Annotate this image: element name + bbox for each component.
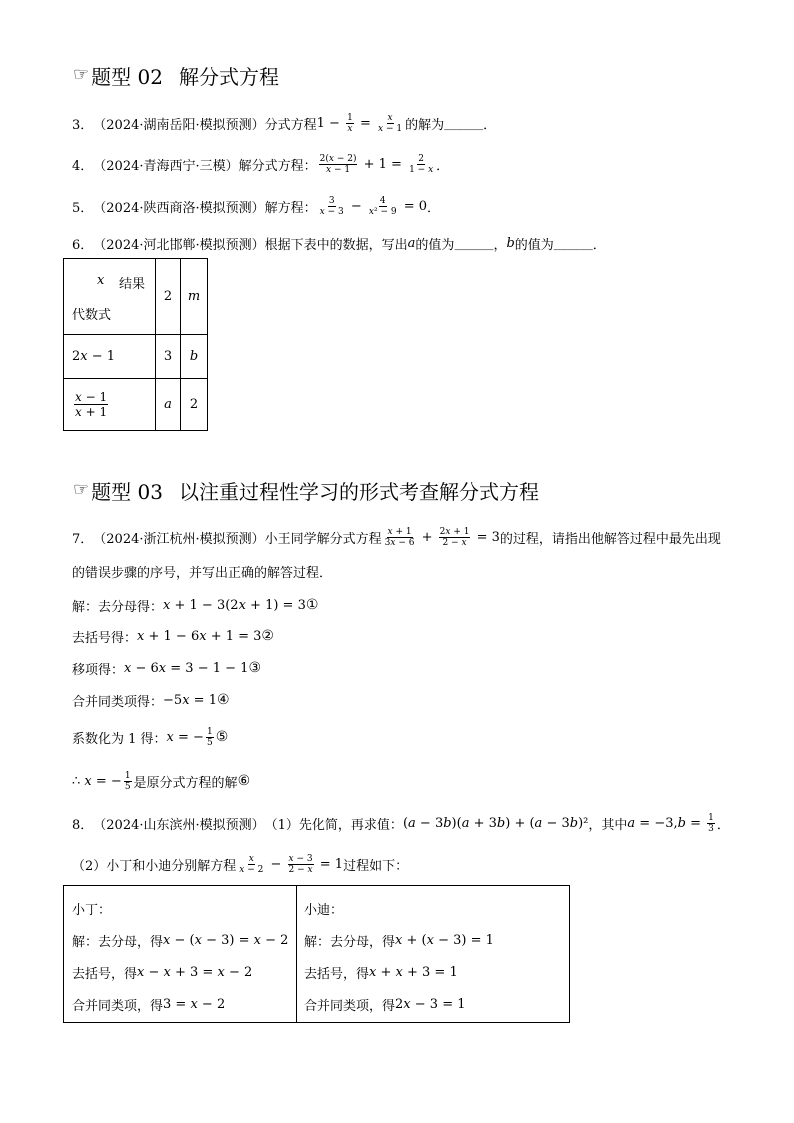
- fraction-numerator: 2x + 1: [439, 526, 470, 537]
- table-row: [64, 379, 208, 431]
- separator: ，: [493, 237, 507, 253]
- fraction: [319, 196, 345, 217]
- step-marker: ⑥: [237, 773, 251, 789]
- fraction-denominator: 5: [124, 781, 131, 792]
- equation-term: = 3: [472, 529, 500, 545]
- student-name: 小丁：: [72, 902, 112, 918]
- question-number: 5．: [72, 200, 94, 216]
- pointing-hand-icon: [73, 66, 89, 84]
- question-text: 的错误步骤的序号，并写出正确的解答过程．: [72, 565, 333, 581]
- table-expression-cell: 2x − 1: [64, 335, 156, 379]
- question-prompt: 解分式方程：: [238, 158, 317, 174]
- part-label: （2）: [72, 858, 107, 874]
- step-label: 合并同类项，得: [304, 998, 396, 1014]
- fraction: [206, 727, 214, 748]
- section-label: 题型 02: [91, 64, 163, 89]
- question-source: （2024·山东滨州·模拟预测）: [93, 817, 265, 833]
- question-prompt: 先化简，再求值：: [298, 817, 403, 833]
- question-prompt: 解方程：: [264, 200, 317, 216]
- step-label: 移项得：: [72, 662, 125, 678]
- student-name: 小迪：: [304, 902, 344, 918]
- step-equation: 3 = x − 2: [163, 996, 226, 1012]
- fraction-numerator: 1: [708, 812, 714, 823]
- fraction-numerator: 4: [379, 195, 386, 206]
- step-label: 去括号，得: [304, 966, 370, 982]
- question-source: （2024·青海西宁·三模）: [93, 158, 239, 174]
- question-number: 8．: [72, 817, 94, 833]
- table-header-cell: m: [181, 259, 208, 335]
- header-result-label: 结果: [119, 277, 146, 292]
- question-prompt: 小王同学解分式方程: [264, 531, 382, 547]
- fraction-denominator: 3: [708, 823, 714, 834]
- given-values: a = −3,b =: [627, 815, 706, 831]
- step-label: 合并同类项得：: [72, 694, 164, 710]
- fraction-numerator: 2(x − 2): [319, 153, 357, 164]
- question-prompt-continued: 的过程，请指出他解答过程中最先出现: [499, 531, 721, 547]
- question-end: ．: [483, 117, 497, 133]
- fraction: [319, 154, 358, 175]
- step-marker: ⑤: [215, 729, 229, 745]
- solution-step: [72, 768, 250, 794]
- question-text: ，其中: [588, 817, 628, 833]
- question-7-line-2: [72, 558, 332, 584]
- question-text: 过程如下：: [343, 858, 409, 874]
- table-header-cell: 2: [156, 259, 181, 335]
- therefore-symbol: ∴: [72, 773, 85, 789]
- answer-blank: ______: [454, 235, 494, 251]
- fraction-numerator: x − 3: [288, 853, 313, 864]
- question-8: [72, 810, 730, 836]
- table-cell: 2: [181, 379, 208, 431]
- variable-a: a: [407, 235, 416, 251]
- equation-term: = 0: [399, 198, 428, 214]
- question-prompt: 分式方程: [264, 117, 317, 133]
- solution-line: [72, 988, 296, 1020]
- fraction-numerator: 1: [206, 726, 213, 737]
- table-row: [64, 335, 208, 379]
- step-label: 合并同类项，得: [72, 998, 164, 1014]
- step-equation: x − (x − 3) = x − 2: [163, 932, 289, 948]
- question-end: ．: [592, 237, 606, 253]
- question-end: ．: [716, 817, 730, 833]
- fraction-denominator: 2 − x: [288, 864, 313, 875]
- step-equation: x − x + 3 = x − 2: [137, 964, 253, 980]
- solution-line: [304, 988, 569, 1020]
- section-label: 题型 03: [91, 479, 163, 504]
- equation-term: +: [417, 529, 437, 545]
- fraction-denominator: x − 1: [378, 123, 403, 134]
- table-cell: b: [181, 335, 208, 379]
- step-label: 去括号，得: [72, 966, 138, 982]
- equation-term: −: [266, 856, 286, 872]
- question-text: 的值为: [415, 237, 455, 253]
- question-4: [72, 151, 449, 177]
- step-equation: x − 6x = 3 − 1 − 1: [124, 660, 249, 676]
- question-number: 3．: [72, 117, 94, 133]
- question-source: （2024·河北邯郸·模拟预测）: [93, 237, 265, 253]
- fraction-numerator: x − 1: [75, 390, 108, 404]
- fraction: [707, 813, 715, 834]
- solution-step: [72, 623, 274, 649]
- solution-column-xiaodi: [297, 886, 569, 1022]
- fraction-numerator: x: [248, 853, 254, 864]
- expression: (a − 3b)(a + 3b) + (a − 3b)²: [402, 815, 589, 831]
- question-suffix: 的解为: [405, 117, 445, 133]
- solution-line: [304, 956, 569, 988]
- column-title-row: [72, 892, 296, 924]
- step-equation: x + 1 − 3(2x + 1) = 3: [163, 597, 306, 613]
- step-equation: x = −: [166, 729, 204, 745]
- question-source: （2024·陕西商洛·模拟预测）: [93, 200, 265, 216]
- step-marker: ③: [248, 660, 261, 676]
- fraction-numerator: x + 1: [387, 526, 412, 537]
- question-end: ．: [436, 158, 450, 174]
- question-prompt: 小丁和小迪分别解方程: [106, 858, 237, 874]
- part-label: （1）: [264, 817, 299, 833]
- table-expression-cell: [64, 379, 156, 431]
- variable-b: b: [506, 235, 515, 251]
- step-equation: x = −: [84, 773, 122, 789]
- question-6: [72, 230, 606, 256]
- column-title-row: [304, 892, 569, 924]
- question-3: [72, 110, 496, 136]
- section-title: 解分式方程: [178, 64, 279, 89]
- question-8-part-2: [72, 851, 408, 877]
- question-number: 4．: [72, 158, 94, 174]
- solution-line: [72, 924, 296, 956]
- solution-step: [72, 687, 230, 713]
- question-7: [72, 524, 721, 550]
- comparison-table: [63, 885, 570, 1023]
- step-label: 解：去分母得：: [72, 599, 164, 615]
- header-variable-label: x: [97, 273, 105, 288]
- solution-step: [72, 655, 261, 681]
- solution-column-xiaoding: [64, 886, 297, 1022]
- solution-line: [72, 956, 296, 988]
- solution-step: [72, 592, 318, 618]
- fraction-denominator: 2 − x: [442, 537, 467, 548]
- fraction: [368, 196, 398, 217]
- fraction: [238, 854, 264, 875]
- fraction-denominator: 1 − x: [409, 164, 434, 175]
- answer-blank: ______: [553, 235, 593, 251]
- fraction-numerator: 1: [124, 770, 131, 781]
- value-table: [63, 258, 208, 431]
- equation-term: 1 −: [316, 115, 345, 131]
- fraction-denominator: x − 3: [319, 206, 344, 217]
- step-marker: ②: [261, 628, 274, 644]
- question-number: 7．: [72, 531, 94, 547]
- fraction: [377, 113, 403, 134]
- step-label: 解：去分母，得: [72, 934, 164, 950]
- table-header-row: [64, 259, 208, 335]
- fraction: [74, 390, 108, 419]
- step-marker: ④: [216, 692, 230, 708]
- solution-step: [72, 724, 228, 750]
- fraction-numerator: 2: [418, 153, 424, 164]
- pointing-hand-icon: [73, 481, 89, 499]
- fraction: [408, 154, 434, 175]
- section-heading: [73, 61, 279, 89]
- step-equation: x + 1 − 6x + 1 = 3: [137, 628, 262, 644]
- fraction-denominator: x − 2: [239, 864, 264, 875]
- solution-line: [304, 924, 569, 956]
- fraction-denominator: x − 1: [326, 164, 351, 175]
- fraction-denominator: 3x − 6: [384, 537, 415, 548]
- fraction-denominator: x: [347, 123, 353, 134]
- equation-term: = 1: [315, 856, 344, 872]
- question-prompt: 根据下表中的数据，写出: [264, 237, 408, 253]
- fraction-denominator: x² − 9: [368, 206, 397, 217]
- step-equation: x + (x − 3) = 1: [395, 932, 494, 948]
- step-suffix: 是原分式方程的解: [133, 775, 238, 791]
- fraction-numerator: x: [387, 112, 393, 123]
- step-equation: −5x = 1: [163, 692, 217, 708]
- fraction-numerator: 1: [347, 112, 353, 123]
- answer-blank: ______: [444, 115, 484, 131]
- step-marker: ①: [305, 597, 319, 613]
- step-label: 去括号得：: [72, 630, 138, 646]
- fraction: [124, 771, 132, 792]
- question-5: [72, 193, 440, 219]
- fraction: [288, 854, 314, 875]
- table-header-corner: [64, 259, 156, 335]
- question-source: （2024·湖南岳阳·模拟预测）: [93, 117, 265, 133]
- section-title: 以注重过程性学习的形式考查解分式方程: [178, 479, 539, 504]
- question-source: （2024·浙江杭州·模拟预测）: [93, 531, 265, 547]
- question-number: 6．: [72, 237, 94, 253]
- step-label: 系数化为 1 得：: [72, 731, 167, 747]
- fraction: [346, 113, 354, 134]
- equation-term: =: [355, 115, 375, 131]
- equation-term: + 1 =: [359, 156, 407, 172]
- question-end: ．: [427, 200, 441, 216]
- fraction-numerator: 3: [328, 195, 335, 206]
- equation-term: −: [346, 198, 366, 214]
- table-cell: 3: [156, 335, 181, 379]
- section-heading: [73, 476, 539, 504]
- question-text: 的值为: [514, 237, 554, 253]
- step-equation: x + x + 3 = 1: [369, 964, 458, 980]
- header-expression-label: 代数式: [72, 308, 112, 323]
- table-cell: a: [156, 379, 181, 431]
- fraction: [439, 527, 471, 548]
- fraction: [384, 527, 416, 548]
- fraction-denominator: x + 1: [75, 405, 108, 419]
- step-equation: 2x − 3 = 1: [395, 996, 466, 1012]
- step-label: 解：去分母，得: [304, 934, 396, 950]
- fraction-denominator: 5: [206, 737, 213, 748]
